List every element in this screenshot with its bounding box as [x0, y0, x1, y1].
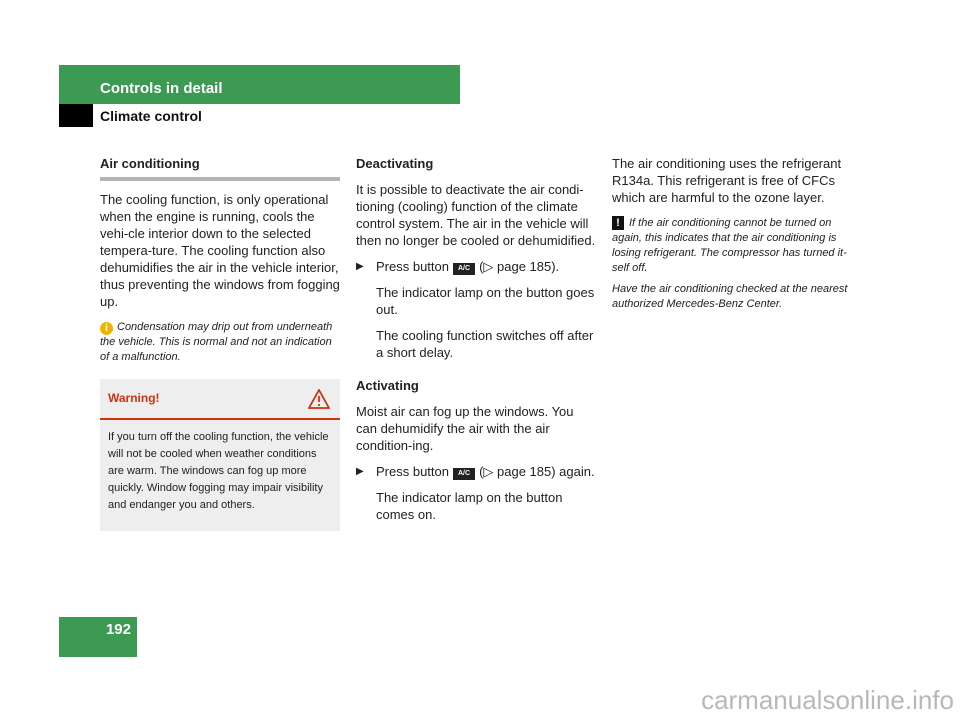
column-1 — [100, 155, 340, 531]
page-ref: (▷ page 185). — [479, 259, 560, 274]
warning-title: Warning! — [108, 391, 160, 405]
activate-result: The indicator lamp on the button comes on. — [376, 490, 563, 522]
activate-step-text — [376, 463, 595, 480]
info-icon: i — [100, 322, 113, 335]
heading-air-conditioning: Air conditioning — [100, 156, 200, 171]
ac-button-icon: A/C — [453, 468, 475, 480]
warning-text: If you turn off the cooling function, the vehicle will not be cooled when weather conditions are warm. The windows can fog up more quickly. Window fogging may impair visibility and endanger you and others. — [108, 431, 329, 511]
triangle-bullet-icon: ▶ — [356, 261, 364, 272]
service-note: Have the air conditioning checked at the nearest authorized Mercedes-Benz Center. — [612, 283, 848, 310]
ac-button-icon: A/C — [453, 263, 475, 275]
deactivate-result-1: The indicator lamp on the button goes out. — [376, 285, 595, 317]
deactivate-step-text — [376, 258, 559, 275]
watermark: carmanualsonline.info — [701, 685, 954, 715]
activating-paragraph: Moist air can fog up the windows. You can dehumidify the air with the air condition-ing. — [356, 404, 574, 453]
info-note — [100, 320, 340, 365]
warning-triangle-icon — [308, 389, 330, 409]
deactivating-paragraph: It is possible to deactivate the air condi-tioning (cooling) function of the climate control system. The air in the vehicle will then no longer be cooled or dehumidified. — [356, 182, 596, 248]
header-marker — [59, 104, 93, 127]
section-rule — [100, 177, 340, 181]
triangle-bullet-icon: ▶ — [356, 466, 364, 477]
info-note-text: Condensation may drip out from underneath the vehicle. This is normal and not an indication of a malfunction. — [100, 321, 333, 363]
important-note — [612, 216, 852, 276]
cooling-paragraph: The cooling function, is only operational when the engine is running, cools the vehi-cle interior down to the selected tempera-ture. The cooling function also dehumidifies the air in the vehicle interior, thus preventing the windows from fogging up. — [100, 192, 340, 309]
heading-deactivating: Deactivating — [356, 156, 434, 171]
press-label: Press button — [376, 464, 449, 479]
warning-box — [100, 379, 340, 531]
page-number: 192 — [105, 621, 131, 638]
deactivate-result-2: The cooling function switches off after a short delay. — [376, 328, 594, 360]
deactivate-step — [356, 258, 596, 275]
page-ref: (▷ page 185) again. — [479, 464, 595, 479]
warning-header — [100, 379, 340, 409]
subsection-title: Climate control — [100, 108, 202, 124]
column-3 — [612, 155, 852, 312]
page-number-box — [59, 617, 137, 657]
important-note-text: If the air conditioning cannot be turned on again, this indicates that the air conditioning is losing refrigerant. The compressor has turned it-self off. — [612, 217, 847, 274]
activate-step — [356, 463, 596, 480]
exclamation-icon: ! — [612, 216, 624, 230]
press-label: Press button — [376, 259, 449, 274]
heading-activating: Activating — [356, 378, 419, 393]
column-2 — [356, 155, 596, 532]
section-title: Controls in detail — [100, 80, 223, 97]
refrigerant-paragraph: The air conditioning uses the refrigerant R134a. This refrigerant is free of CFCs which are harmful to the ozone layer. — [612, 156, 842, 205]
